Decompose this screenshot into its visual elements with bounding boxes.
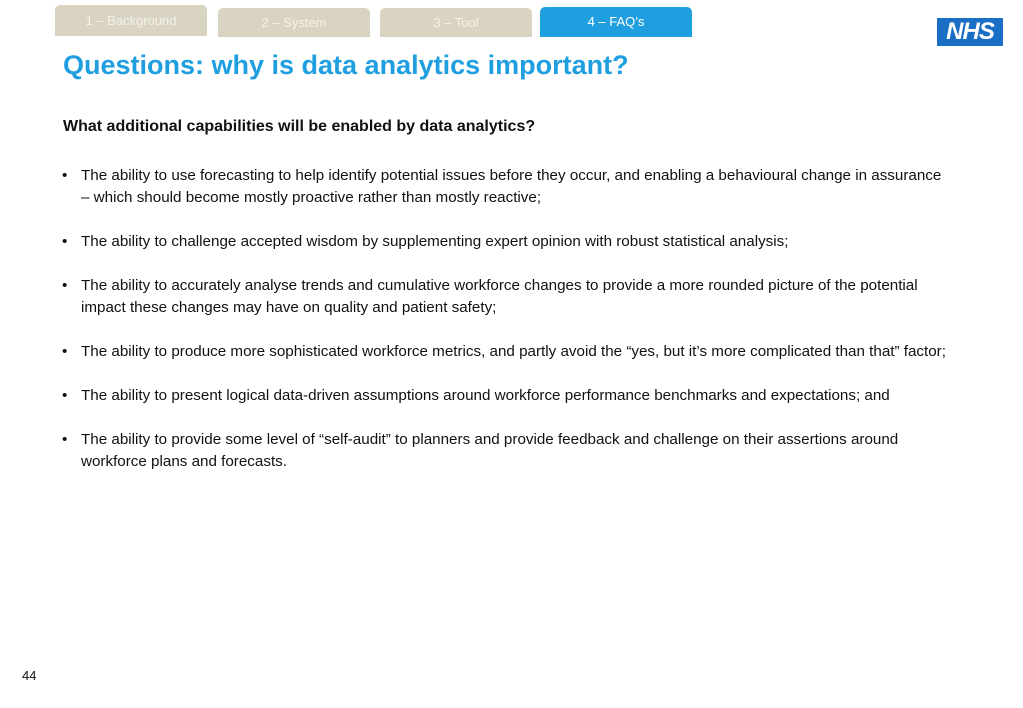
bullet-icon: •	[62, 431, 68, 448]
bullet-icon: •	[62, 167, 68, 184]
nhs-logo	[937, 18, 1003, 46]
list-item	[62, 275, 952, 319]
list-item-text: The ability to present logical data-driven assumptions around workforce performance benchmarks and expectations; and	[81, 387, 890, 404]
section-heading: What additional capabilities will be enabled by data analytics?	[63, 118, 536, 135]
capabilities-list	[62, 165, 952, 495]
bullet-icon: •	[62, 277, 68, 294]
list-item	[62, 341, 952, 363]
bullet-icon: •	[62, 387, 68, 404]
tab-tool[interactable]: 3 – Tool	[380, 8, 532, 37]
list-item-text: The ability to accurately analyse trends and cumulative workforce changes to provide a more rounded picture of the potential impact these changes may have on quality and patient safety;	[81, 277, 918, 316]
tab-faqs[interactable]: 4 – FAQ’s	[540, 7, 692, 37]
nhs-logo-text: NHS	[946, 18, 994, 45]
tab-system[interactable]: 2 – System	[218, 8, 370, 37]
list-item	[62, 231, 952, 253]
list-item-text: The ability to produce more sophisticated workforce metrics, and partly avoid the “yes, but it’s more complicated than that” factor;	[81, 343, 946, 360]
tab-background[interactable]: 1 – Background	[55, 5, 207, 36]
bullet-icon: •	[62, 233, 68, 250]
bullet-icon: •	[62, 343, 68, 360]
list-item-text: The ability to provide some level of “self-audit” to planners and provide feedback and challenge on their assertions around workforce plans and forecasts.	[81, 431, 899, 470]
list-item	[62, 165, 952, 209]
list-item	[62, 385, 952, 407]
list-item-text: The ability to challenge accepted wisdom by supplementing expert opinion with robust statistical analysis;	[81, 233, 789, 250]
list-item	[62, 429, 952, 473]
page-number: 44	[22, 668, 37, 683]
list-item-text: The ability to use forecasting to help identify potential issues before they occur, and enabling a behavioural change in assurance – which should become mostly proactive rather than mostly reactive;	[81, 167, 942, 206]
page-title: Questions: why is data analytics important?	[63, 50, 629, 80]
